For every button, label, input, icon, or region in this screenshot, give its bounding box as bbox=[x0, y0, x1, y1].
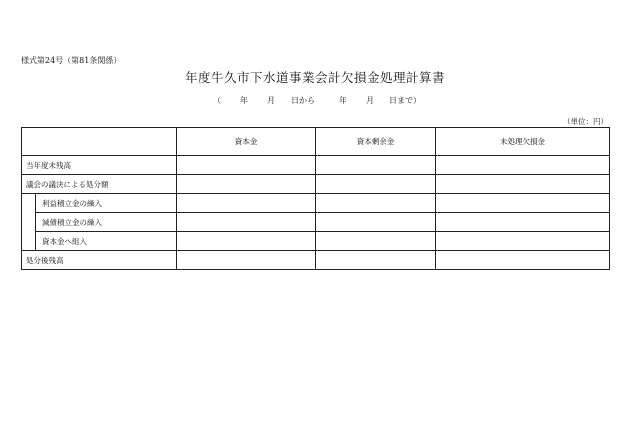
value-cell bbox=[316, 194, 436, 213]
value-cell bbox=[177, 232, 316, 251]
header-blank-cell bbox=[22, 128, 177, 156]
table-header-row bbox=[22, 128, 610, 156]
value-cell bbox=[177, 175, 316, 194]
value-cell bbox=[177, 194, 316, 213]
period-open-paren: （ bbox=[213, 96, 221, 105]
value-cell bbox=[436, 251, 610, 270]
value-cell bbox=[177, 213, 316, 232]
period-to-day: 日まで） bbox=[389, 96, 421, 105]
unit-label: （単位：円） bbox=[563, 117, 608, 126]
header-capital: 資本金 bbox=[177, 128, 316, 156]
table-row bbox=[22, 232, 610, 251]
value-cell bbox=[316, 251, 436, 270]
indent-cell bbox=[22, 232, 36, 251]
table-row bbox=[22, 213, 610, 232]
period-to-year: 年 bbox=[339, 96, 347, 105]
value-cell bbox=[436, 213, 610, 232]
value-cell bbox=[436, 232, 610, 251]
header-capital-surplus: 資本剰余金 bbox=[316, 128, 436, 156]
period-from-day: 日から bbox=[291, 96, 315, 105]
value-cell bbox=[177, 156, 316, 175]
table-row bbox=[22, 194, 610, 213]
row-label: 処分後残高 bbox=[22, 251, 177, 270]
value-cell bbox=[177, 251, 316, 270]
row-label: 利益積立金の繰入 bbox=[36, 194, 177, 213]
row-label: 議会の議決による処分額 bbox=[22, 175, 177, 194]
table-row bbox=[22, 156, 610, 175]
indent-cell bbox=[22, 194, 36, 213]
document-title: 年度牛久市下水道事業会計欠損金処理計算書 bbox=[184, 70, 445, 85]
table-row bbox=[22, 251, 610, 270]
header-unprocessed-deficit: 未処理欠損金 bbox=[436, 128, 610, 156]
period-from-month: 月 bbox=[267, 96, 275, 105]
value-cell bbox=[316, 156, 436, 175]
form-number: 様式第24号（第81条関係） bbox=[21, 56, 122, 65]
value-cell bbox=[436, 156, 610, 175]
deficit-table bbox=[21, 127, 610, 270]
period-from-year: 年 bbox=[240, 96, 248, 105]
row-label: 減債積立金の繰入 bbox=[36, 213, 177, 232]
row-label: 当年度末残高 bbox=[22, 156, 177, 175]
row-label: 資本金へ組入 bbox=[36, 232, 177, 251]
period-to-month: 月 bbox=[366, 96, 374, 105]
value-cell bbox=[316, 175, 436, 194]
value-cell bbox=[316, 232, 436, 251]
value-cell bbox=[436, 175, 610, 194]
value-cell bbox=[316, 213, 436, 232]
value-cell bbox=[436, 194, 610, 213]
indent-cell bbox=[22, 213, 36, 232]
table-row bbox=[22, 175, 610, 194]
